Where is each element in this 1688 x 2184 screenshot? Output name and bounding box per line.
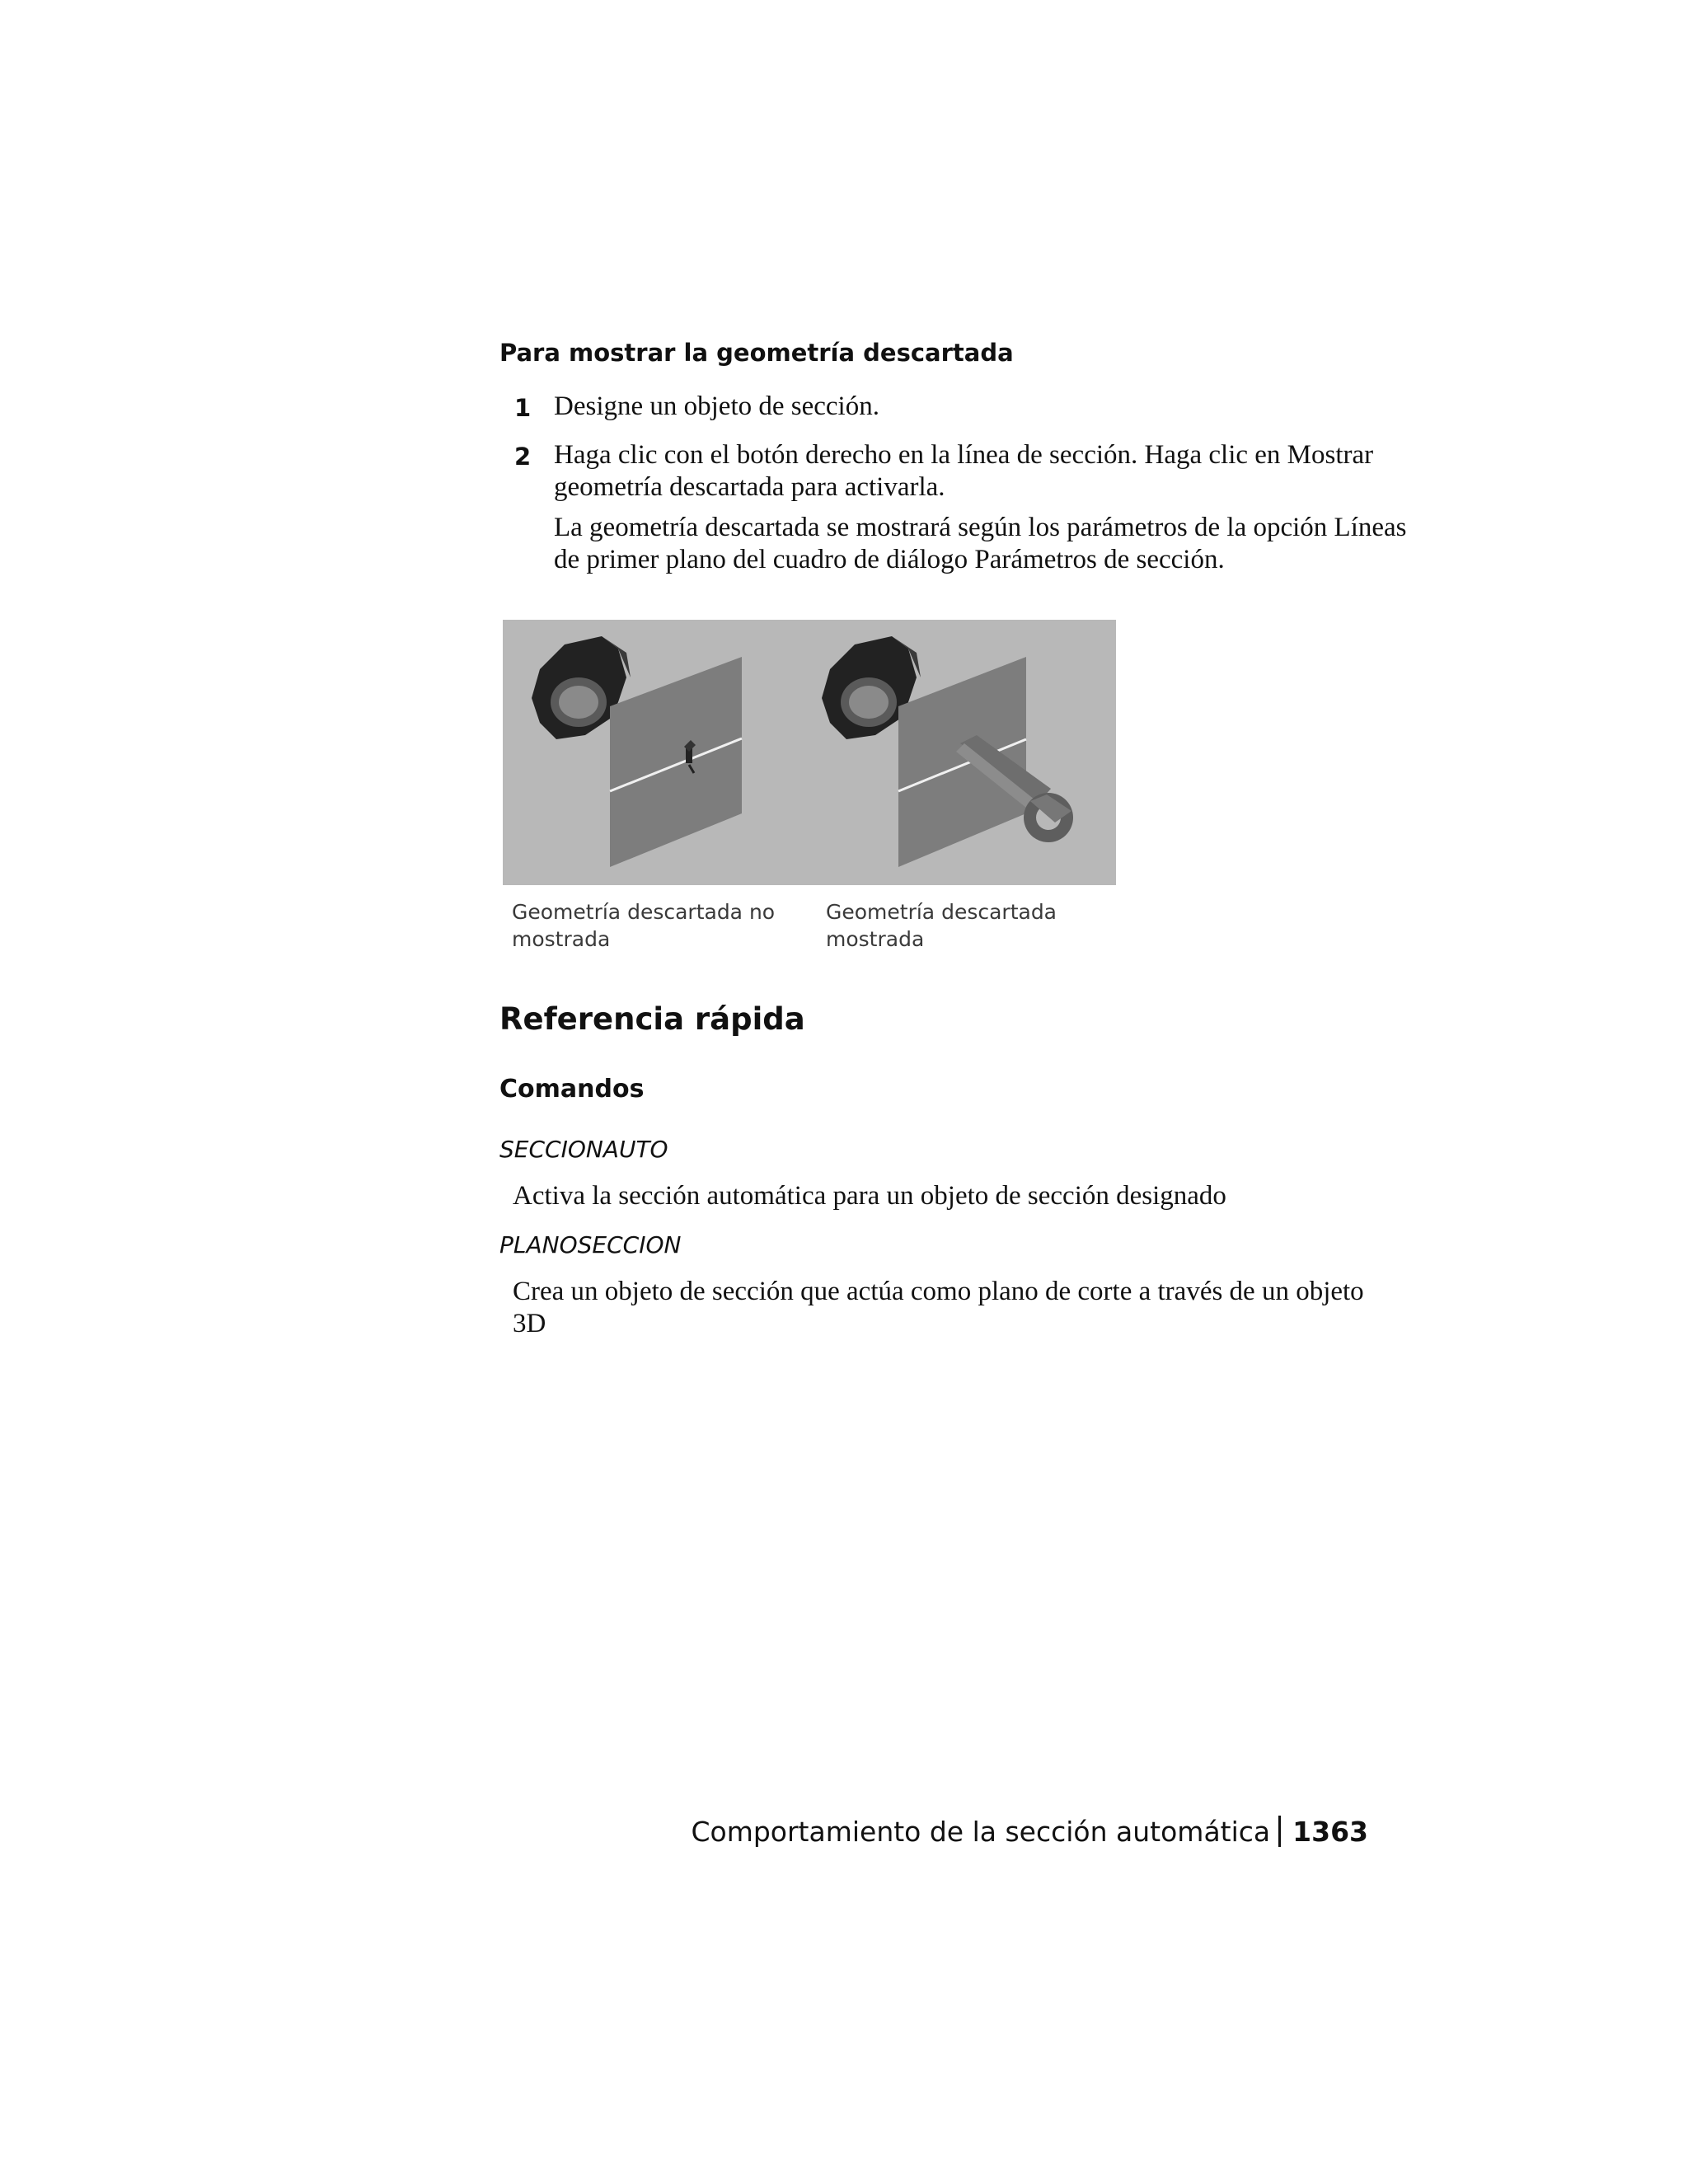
step-1: [499, 391, 1414, 423]
step-number: 1: [514, 394, 532, 422]
step-text: Designe un objeto de sección.: [554, 391, 879, 421]
figure-caption-right: Geometría descartada mostrada: [826, 900, 1057, 951]
step-number: 2: [514, 443, 532, 471]
page-number: 1363: [1292, 1816, 1368, 1848]
section-figure: [503, 620, 1116, 885]
page-footer: [691, 1816, 1368, 1848]
figure-caption-left: Geometría descartada no mostrada: [512, 900, 776, 951]
command-name: SECCIONAUTO: [499, 1136, 668, 1163]
command-description: Crea un objeto de sección que actúa como plano de corte a través de un objeto 3D: [513, 1277, 1364, 1338]
section-illustration: [503, 620, 1116, 885]
commands-heading: Comandos: [499, 1075, 645, 1104]
step-text: Haga clic con el botón derecho en la línea de sección. Haga clic en Mostrar geometría descartada para activarla.: [554, 440, 1374, 502]
procedure-heading: Para mostrar la geometría descartada: [499, 339, 1014, 367]
command-name: PLANOSECCION: [499, 1231, 682, 1258]
command-description: Activa la sección automática para un objeto de sección designado: [513, 1181, 1226, 1211]
footer-section-title: Comportamiento de la sección automática: [691, 1816, 1271, 1848]
quick-reference-heading: Referencia rápida: [499, 1001, 805, 1037]
footer-separator: [1278, 1816, 1281, 1847]
step-2: [499, 439, 1414, 576]
step-note: La geometría descartada se mostrará según los parámetros de la opción Líneas de primer plano del cuadro de diálogo Parámetros de sección.: [554, 513, 1407, 574]
